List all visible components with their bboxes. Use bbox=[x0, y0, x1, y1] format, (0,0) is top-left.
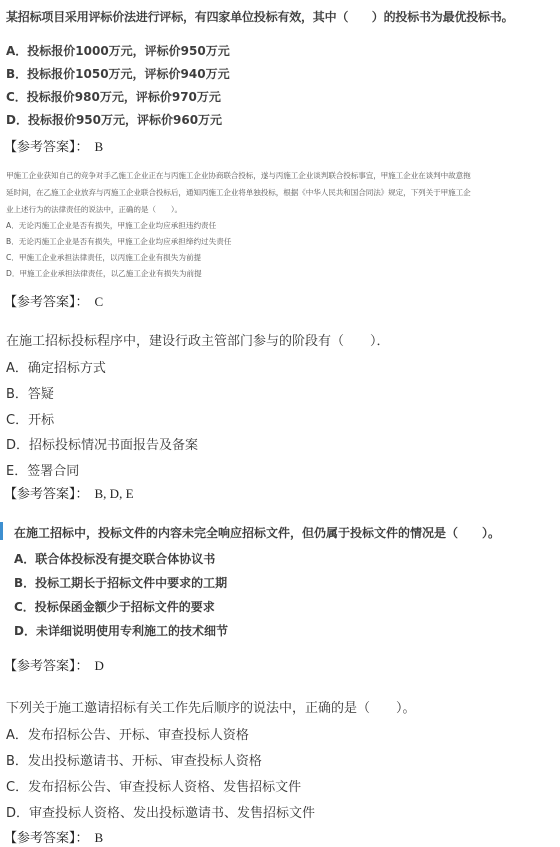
answer-row bbox=[4, 483, 134, 502]
option-c: C．投标报价980万元，评标价970万元 bbox=[6, 90, 221, 104]
option-a: A．发布招标公告、开标、审查投标人资格 bbox=[6, 728, 249, 743]
answer-row bbox=[4, 827, 103, 846]
option-d: D．未详细说明使用专利施工的技术细节 bbox=[14, 624, 228, 638]
answer-row bbox=[4, 136, 103, 155]
option-c: C．甲施工企业承担法律责任，以丙施工企业有损失为前提 bbox=[6, 253, 202, 262]
answer-row bbox=[4, 291, 103, 310]
answer-label: 【参考答案】： bbox=[4, 487, 89, 502]
answer-value: C bbox=[94, 294, 104, 309]
answer-value: B, D, E bbox=[94, 486, 134, 501]
question-stem: 在施工招标投标程序中，建设行政主管部门参与的阶段有（ ）． bbox=[6, 334, 390, 349]
question-stem-line: 甲施工企业获知自己的竞争对手乙施工企业正在与丙施工企业协商联合投标，遂与丙施工企业谈判联合投标事宜，甲施工企业在谈判中故意拖 bbox=[6, 171, 471, 180]
question-stem-line: 延时间，在乙施工企业放弃与丙施工企业联合投标后，通知丙施工企业将单独投标，根据《中华人民共和国合同法》规定，下列关于甲施工企 bbox=[6, 188, 471, 197]
option-d: D．招标投标情况书面报告及备案 bbox=[6, 438, 199, 453]
answer-label: 【参考答案】： bbox=[4, 295, 89, 310]
question-stem: 下列关于施工邀请招标有关工作先后顺序的说法中，正确的是（ ）。 bbox=[6, 701, 416, 716]
option-a: A．联合体投标没有提交联合体协议书 bbox=[14, 552, 216, 566]
answer-row bbox=[4, 655, 104, 674]
option-c: C．投标保函金额少于招标文件的要求 bbox=[14, 600, 215, 614]
answer-value: B bbox=[94, 830, 104, 845]
answer-label: 【参考答案】： bbox=[4, 659, 89, 674]
option-b: B．投标报价1050万元，评标价940万元 bbox=[6, 67, 230, 81]
question-stem: 在施工招标中，投标文件的内容未完全响应招标文件，但仍属于投标文件的情况是（ ）。 bbox=[14, 526, 501, 540]
option-b: B．答疑 bbox=[6, 387, 54, 402]
answer-label: 【参考答案】： bbox=[4, 831, 89, 846]
option-b: B．无论丙施工企业是否有损失，甲施工企业均应承担缔约过失责任 bbox=[6, 237, 232, 246]
option-a: A．无论丙施工企业是否有损失，甲施工企业均应承担违约责任 bbox=[6, 221, 217, 230]
option-c: C．发布招标公告、审查投标人资格、发售招标文件 bbox=[6, 780, 302, 795]
answer-value: D bbox=[94, 658, 104, 673]
option-b: B．投标工期长于招标文件中要求的工期 bbox=[14, 576, 228, 590]
option-e: E．签署合同 bbox=[6, 464, 80, 479]
question-stem-line: 业上述行为的法律责任的说法中，正确的是（ ）。 bbox=[6, 205, 183, 214]
option-d: D．甲施工企业承担法律责任，以乙施工企业有损失为前提 bbox=[6, 269, 202, 278]
option-b: B．发出投标邀请书、开标、审查投标人资格 bbox=[6, 754, 262, 769]
option-a: A．确定招标方式 bbox=[6, 361, 106, 376]
question-marker bbox=[0, 522, 3, 540]
option-d: D．审查投标人资格、发出投标邀请书、发售招标文件 bbox=[6, 806, 316, 821]
option-c: C．开标 bbox=[6, 413, 55, 428]
question-stem: 某招标项目采用评标价法进行评标，有四家单位投标有效，其中（ ）的投标书为最优投标书。 bbox=[6, 10, 514, 24]
answer-label: 【参考答案】： bbox=[4, 140, 89, 155]
option-d: D．投标报价950万元，评标价960万元 bbox=[6, 113, 223, 127]
answer-value: B bbox=[94, 139, 104, 154]
option-a: A．投标报价1000万元，评标价950万元 bbox=[6, 44, 230, 58]
